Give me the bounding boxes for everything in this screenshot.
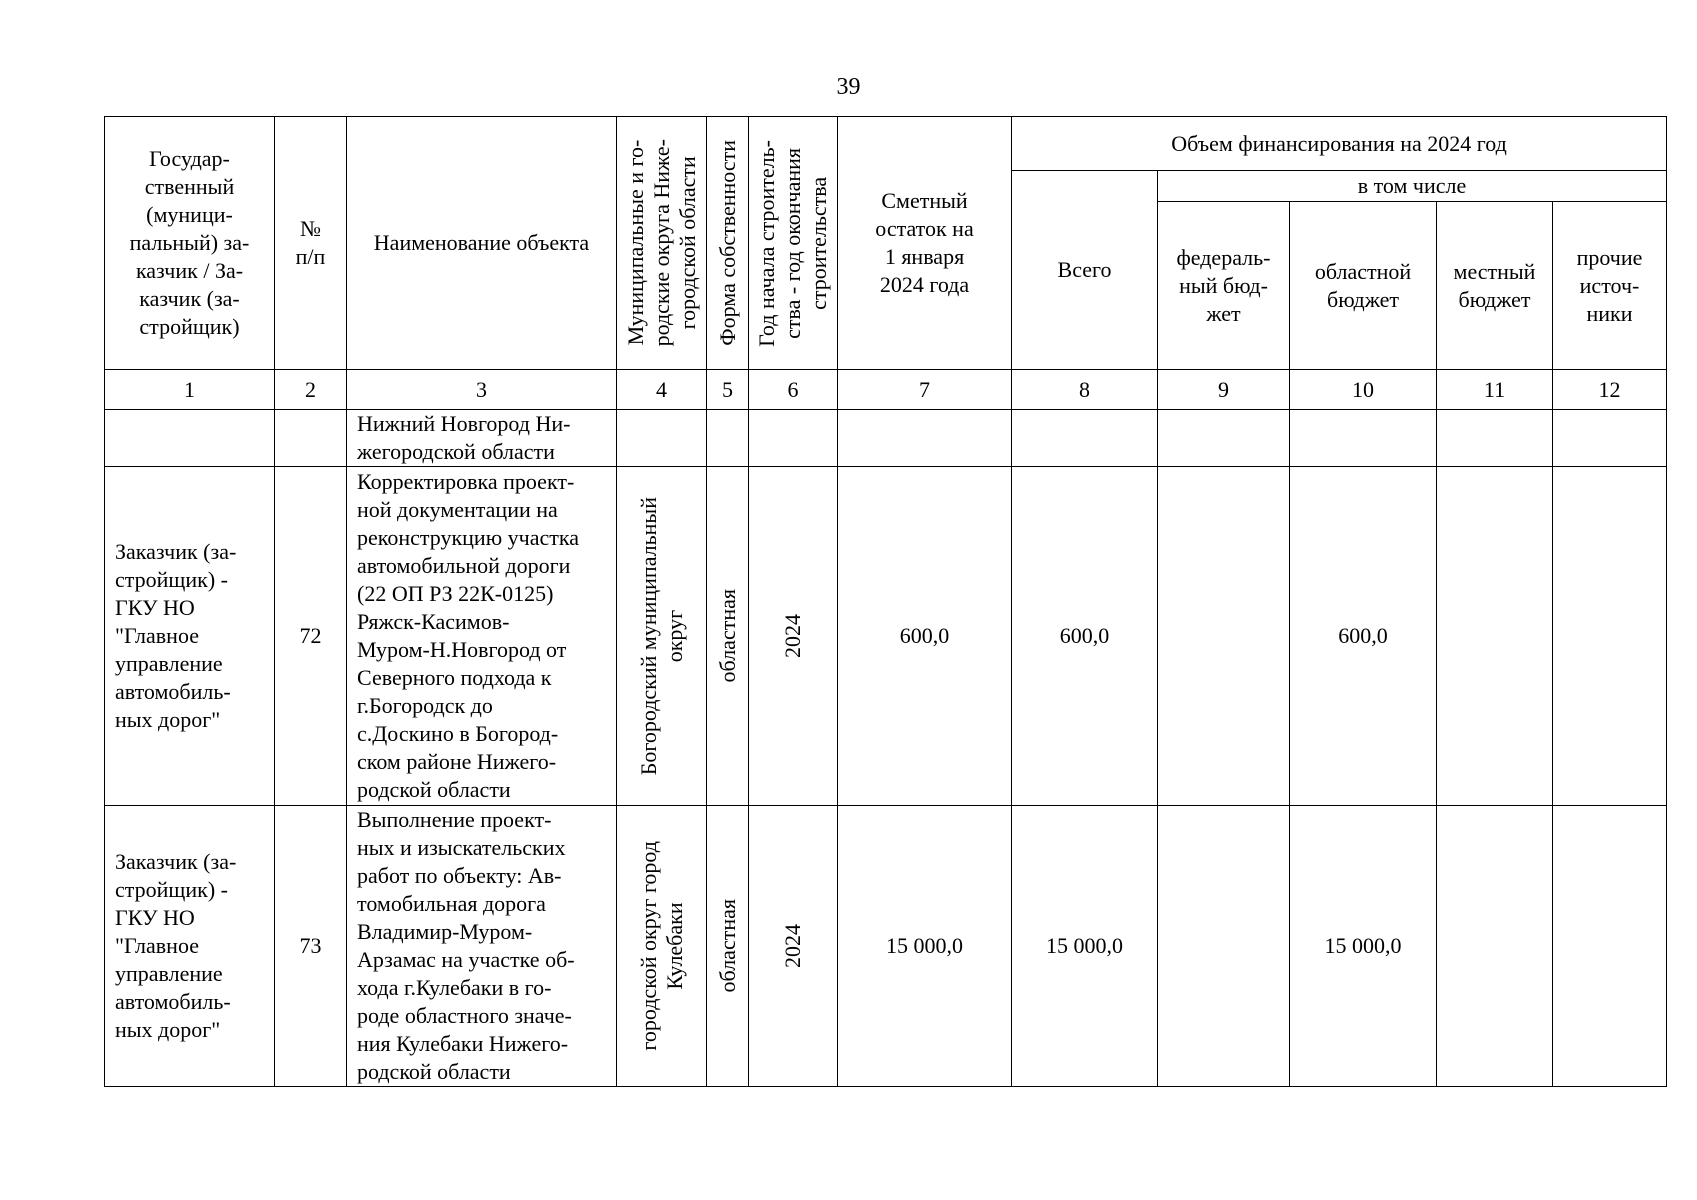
row-municipality-text: городской округ город Кулебаки [635,841,687,1051]
row-municipality [617,467,707,806]
table-cell [1012,410,1158,467]
row-federal [1158,467,1290,806]
row-federal [1158,806,1290,1087]
header-ownership-text: Форма собственности [714,140,740,346]
column-number: 2 [275,370,347,410]
header-local: местный бюджет [1437,202,1553,370]
header-regional: областной бюджет [1290,202,1437,370]
table-cell [275,410,347,467]
table-cell [617,410,707,467]
row-years-text: 2024 [780,924,805,968]
header-row-top [105,117,1667,171]
column-number: 3 [347,370,617,410]
continuation-row [105,410,1667,467]
page-number: 39 [836,74,861,100]
column-number: 6 [749,370,838,410]
column-number: 7 [838,370,1012,410]
row-total: 15 000,0 [1012,806,1158,1087]
header-object-name: Наименование объекта [347,117,617,370]
row-ownership-text: областная [714,589,740,683]
row-ownership [707,467,749,806]
row-years [749,467,838,806]
column-number: 8 [1012,370,1158,410]
row-other [1553,806,1667,1087]
header-federal: федераль- ный бюд- жет [1158,202,1290,370]
header-municipality-text: Муниципальные и го- родские округа Ниже- городской области [622,139,700,347]
row-years-text: 2024 [780,614,805,658]
table-cell [105,410,275,467]
row-ownership [707,806,749,1087]
table-cell [749,410,838,467]
row-ownership-text: областная [714,899,740,993]
row-object-name: Корректировка проект- ной документации на реконструкцию участка автомобильной дороги (22 ОП РЗ 22К-0125) Ряжск-Касимов- Муром-Н.Новгород от Северного подхода к г.Богородск до с.Доскино в Богород- ском районе Нижего- родской области [347,467,617,806]
column-number: 5 [707,370,749,410]
row-municipality [617,806,707,1087]
row-regional: 15 000,0 [1290,806,1437,1087]
row-number: 72 [275,467,347,806]
column-number: 10 [1290,370,1437,410]
header-customer: Государ- ственный (муници- пальный) за- казчик / За- казчик (за- стройщик) [105,117,275,370]
row-number: 73 [275,806,347,1087]
column-number: 12 [1553,370,1667,410]
row-local [1437,467,1553,806]
column-numbers-row [105,370,1667,410]
table-cell [1553,410,1667,467]
row-regional: 600,0 [1290,467,1437,806]
table-cell [838,410,1012,467]
header-number: № п/п [275,117,347,370]
row-customer: Заказчик (за- стройщик) - ГКУ НО "Главное управление автомобиль- ных дорог" [105,806,275,1087]
header-municipality [617,117,707,370]
row-customer: Заказчик (за- стройщик) - ГКУ НО "Главное управление автомобиль- ных дорог" [105,467,275,806]
header-remaining: Сметный остаток на 1 января 2024 года [838,117,1012,370]
table-cell [1437,410,1553,467]
row-remaining: 15 000,0 [838,806,1012,1087]
header-other: прочие источ- ники [1553,202,1667,370]
row-total: 600,0 [1012,467,1158,806]
column-number: 1 [105,370,275,410]
table-cell [707,410,749,467]
column-number: 11 [1437,370,1553,410]
header-years [749,117,838,370]
row-years [749,806,838,1087]
row-remaining: 600,0 [838,467,1012,806]
column-number: 9 [1158,370,1290,410]
column-number: 4 [617,370,707,410]
table-row [105,467,1667,806]
header-including: в том числе [1158,171,1667,202]
table-cell [1158,410,1290,467]
row-municipality-text: Богородский муниципальный округ [635,496,687,776]
header-total: Всего [1012,171,1158,370]
header-years-text: Год начала строитель- ства - год окончания строительства [754,139,831,347]
table-row [105,806,1667,1087]
row-object-name: Выполнение проект- ных и изыскательских работ по объекту: Ав- томобильная дорога Владимир-Муром- Арзамас на участке об- хода г.Кулебаки в го- роде областного значе- ния Кулебаки Нижего- родской области [347,806,617,1087]
row-local [1437,806,1553,1087]
header-ownership [707,117,749,370]
financing-table [104,116,1667,1087]
table-cell [1290,410,1437,467]
header-financing: Объем финансирования на 2024 год [1012,117,1667,171]
row-other [1553,467,1667,806]
continuation-object-name: Нижний Новгород Ни- жегородской области [347,410,617,467]
